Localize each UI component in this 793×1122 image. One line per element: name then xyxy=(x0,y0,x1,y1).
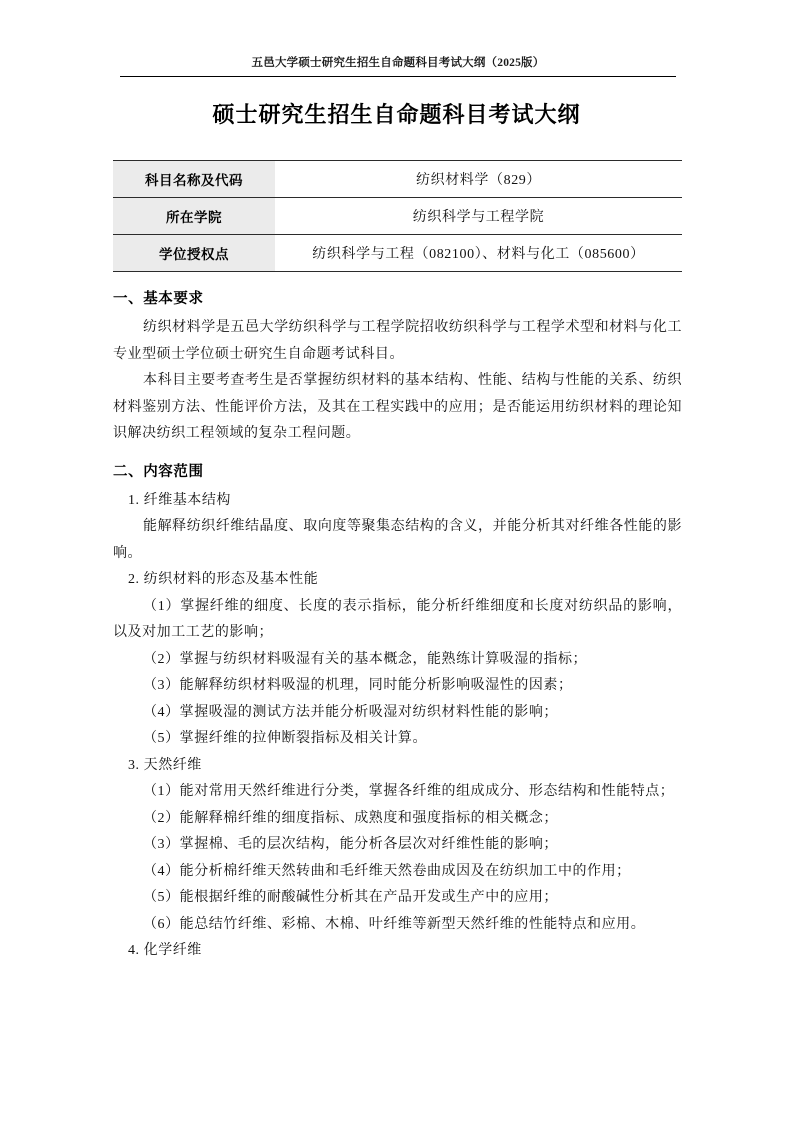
item-3-sub-1: （1）能对常用天然纤维进行分类，掌握各纤维的组成成分、形态结构和性能特点； xyxy=(143,784,675,799)
section-1-paragraph-1: 纺织材料学是五邑大学纺织科学与工程学院招收纺织科学与工程学术型和材料与化工专业型硕士学位硕士研究生自命题考试科目。 xyxy=(113,320,682,362)
item-2-sub-4: （4）掌握吸湿的测试方法并能分析吸湿对纺织材料性能的影响； xyxy=(143,704,558,720)
running-header-text: 五邑大学硕士研究生招生自命题科目考试大纲（2025版） xyxy=(251,57,545,69)
section-1-paragraph-2: 本科目主要考查考生是否掌握纺织材料的基本结构、性能、结构与性能的关系、纺织材料鉴别方法、性能评价方法，及其在工程实践中的应用；是否能运用纺织材料的理论知识解决纺织工程领域的复杂工程问题。 xyxy=(113,373,682,441)
item-3-sub-3: （3）掌握棉、毛的层次结构，能分析各层次对纤维性能的影响； xyxy=(143,837,558,852)
table-value-subject-name: 纺织材料学（829） xyxy=(275,161,682,198)
table-label-subject-name: 科目名称及代码 xyxy=(113,161,275,198)
page-title: 硕士研究生招生自命题科目考试大纲 xyxy=(212,102,581,127)
table-row xyxy=(113,161,682,198)
table-label-college: 所在学院 xyxy=(113,198,275,235)
table-row xyxy=(113,235,682,272)
item-2-sub-3: （3）能解释纺织材料吸湿的机理，同时能分析影响吸湿性的因素； xyxy=(143,678,573,693)
item-1-heading: 1. 纤维基本结构 xyxy=(128,492,231,508)
document-body xyxy=(113,286,682,965)
table-label-degree-program: 学位授权点 xyxy=(113,235,275,272)
item-3-sub-5: （5）能根据纤维的耐酸碱性分析其在产品开发或生产中的应用； xyxy=(143,890,558,905)
table-row xyxy=(113,198,682,235)
item-2-sub-5: （5）掌握纤维的拉伸断裂指标及相关计算。 xyxy=(143,731,427,746)
section-heading-basic-requirements: 一、基本要求 xyxy=(113,291,204,307)
subject-info-table xyxy=(113,160,682,272)
item-3-sub-4: （4）能分析棉纤维天然转曲和毛纤维天然卷曲成因及在纺织加工中的作用； xyxy=(143,863,631,879)
item-3-sub-2: （2）能解释棉纤维的细度指标、成熟度和强度指标的相关概念； xyxy=(143,810,558,826)
item-2-heading: 2. 纺织材料的形态及基本性能 xyxy=(128,572,319,587)
header-divider xyxy=(120,76,676,77)
table-value-degree-program: 纺织科学与工程（082100）、材料与化工（085600） xyxy=(275,235,682,272)
running-header xyxy=(120,55,676,71)
item-3-heading: 3. 天然纤维 xyxy=(128,757,202,773)
section-heading-content-scope: 二、内容范围 xyxy=(113,463,204,480)
item-2-sub-2: （2）掌握与纺织材料吸湿有关的基本概念，能熟练计算吸湿的指标； xyxy=(143,651,588,667)
item-2-sub-1: （1）掌握纤维的细度、长度的表示指标，能分析纤维细度和长度对纺织品的影响，以及对加工工艺的影响； xyxy=(113,598,682,640)
item-3-sub-6: （6）能总结竹纤维、彩棉、木棉、叶纤维等新型天然纤维的性能特点和应用。 xyxy=(143,916,646,932)
item-1-body: 能解释纺织纤维结晶度、取向度等聚集态结构的含义，并能分析其对纤维各性能的影响。 xyxy=(113,519,682,561)
table-value-college: 纺织科学与工程学院 xyxy=(275,198,682,235)
item-4-heading: 4. 化学纤维 xyxy=(128,943,202,958)
